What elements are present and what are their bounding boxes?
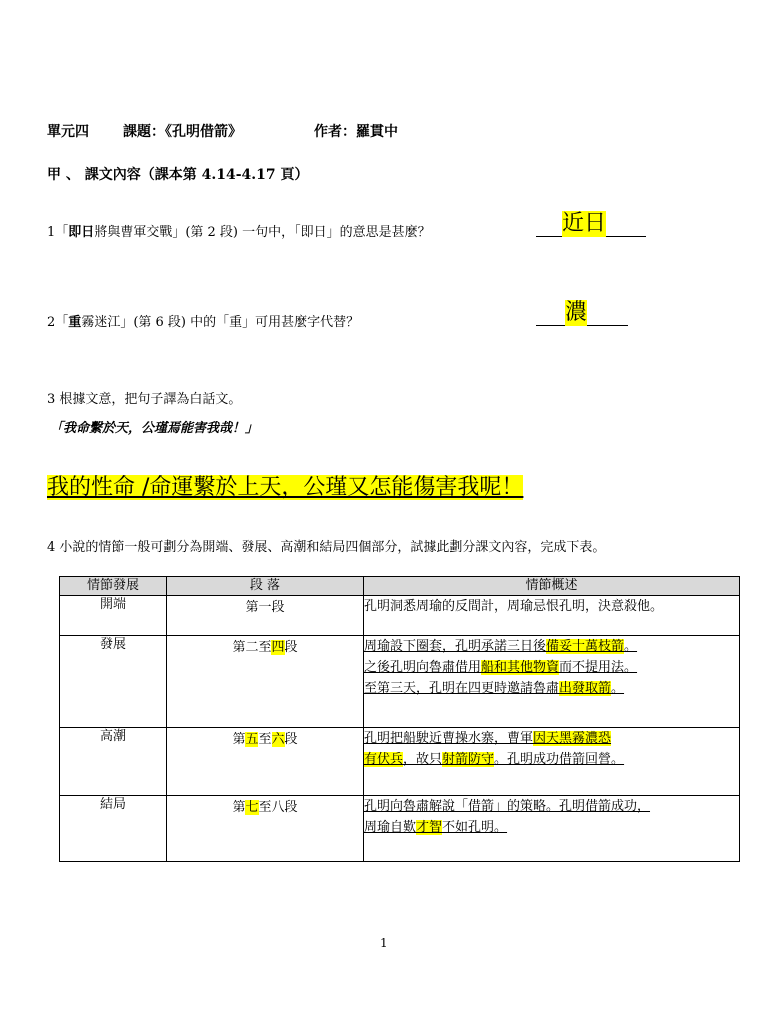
question-1-open-quote: 「 (55, 225, 69, 240)
table-header-row (60, 577, 740, 596)
cell-paragraph (167, 596, 364, 636)
cell-stage: 高潮 (60, 728, 167, 796)
summary-line (364, 678, 624, 699)
summary-text: 。孔明成功借箭回營。 (494, 752, 625, 767)
summary-line (364, 749, 624, 770)
summary-text: ，故只 (403, 752, 443, 767)
table-row (60, 636, 740, 728)
para-highlight: 五 (245, 732, 259, 747)
summary-text: 不如孔明。 (442, 820, 508, 835)
header-stage: 情節發展 (60, 577, 167, 596)
summary-text: 孔明把船駛近曹操水寨，曹軍 (364, 731, 534, 746)
summary-highlight: 備妥十萬枝箭 (546, 639, 625, 654)
summary-highlight: 才智 (416, 820, 443, 835)
summary-text: 之後孔明向魯肅借用 (364, 660, 482, 675)
summary-text: 周瑜自歎 (364, 820, 417, 835)
question-4: 4 小說的情節一般可劃分為開端、發展、高潮和結局四個部分，試據此劃分課文內容，完成下表。 (47, 540, 606, 555)
cell-paragraph (167, 636, 364, 728)
para-text: 第二至 (232, 640, 272, 655)
question-1-keyword: 即日 (68, 225, 95, 240)
para-text: 第一段 (245, 600, 285, 615)
summary-line (364, 817, 507, 838)
para-highlight: 四 (271, 640, 285, 655)
cell-summary (364, 796, 740, 862)
plot-table (59, 576, 740, 862)
summary-highlight: 射箭防守 (442, 752, 495, 767)
cell-stage: 開端 (60, 596, 167, 636)
header-summary: 情節概述 (364, 577, 740, 596)
para-text: 第 (232, 800, 246, 815)
answer-3 (47, 474, 523, 502)
para-text: 第 (232, 732, 246, 747)
summary-line (364, 636, 637, 657)
summary-line (364, 657, 637, 678)
cell-summary (364, 728, 740, 796)
para-highlight: 七 (245, 800, 259, 815)
header-author: 作者：羅貫中 (314, 124, 398, 140)
table-row (60, 728, 740, 796)
para-text: 段 (284, 732, 298, 747)
header-paragraph: 段 落 (167, 577, 364, 596)
question-1 (47, 221, 431, 240)
para-text: 段 (284, 640, 298, 655)
summary-highlight: 有伏兵 (364, 752, 404, 767)
summary-highlight: 因天黑霧濃恐 (533, 731, 612, 746)
summary-text: 。 (611, 681, 625, 696)
answer-3-text: 我的性命 /命運繫於上天，公瑾又怎能傷害我呢！ (47, 475, 524, 500)
cell-stage: 結局 (60, 796, 167, 862)
para-text: 至八段 (258, 800, 298, 815)
cell-paragraph (167, 728, 364, 796)
header-lesson: 課題：《孔明借箭》 (123, 124, 242, 140)
summary-highlight: 船和其他物資 (481, 660, 560, 675)
section-title: 甲 、 課文內容（課本第 4.14-4.17 頁） (47, 167, 309, 183)
summary-line (364, 796, 650, 817)
summary-text: 而不提用法。 (559, 660, 638, 675)
table-row (60, 796, 740, 862)
answer-1: 近日 (562, 211, 607, 236)
question-2-open-quote: 「 (55, 315, 69, 330)
page-number: 1 (380, 936, 388, 950)
question-3-quote: 「我命繫於天，公瑾焉能害我哉！」 (50, 421, 259, 436)
para-highlight: 六 (271, 732, 285, 747)
question-1-number: 1 (47, 225, 56, 240)
question-3: 3 根據文意，把句子譯為白話文。 (47, 392, 242, 407)
summary-line (364, 728, 611, 749)
cell-summary (364, 596, 740, 636)
summary-highlight: 出發取箭 (559, 681, 612, 696)
summary-line: 孔明洞悉周瑜的反間計，周瑜忌恨孔明，決意殺他。 (364, 599, 664, 614)
summary-text: 孔明向魯肅解說「借箭」的策略。孔明借箭成功， (364, 799, 651, 814)
summary-text: 至第三天，孔明在四更時邀請魯肅 (364, 681, 560, 696)
table-row (60, 596, 740, 636)
question-2-keyword: 重 (68, 315, 82, 330)
header-unit: 單元四 (47, 124, 89, 140)
question-2-text: 霧迷江」(第 6 段) 中的「重」可用甚麼字代替？ (81, 315, 360, 330)
cell-paragraph (167, 796, 364, 862)
question-2-number: 2 (47, 315, 56, 330)
cell-summary (364, 636, 740, 728)
answer-2: 濃 (565, 300, 588, 325)
cell-stage: 發展 (60, 636, 167, 728)
question-1-text: 將與曹軍交戰」(第 2 段) 一句中，「即日」的意思是甚麼？ (94, 225, 431, 240)
question-2 (47, 311, 359, 330)
para-text: 至 (258, 732, 272, 747)
summary-text: 。 (624, 639, 638, 654)
summary-text: 周瑜設下圈套，孔明承諾三日後 (364, 639, 547, 654)
